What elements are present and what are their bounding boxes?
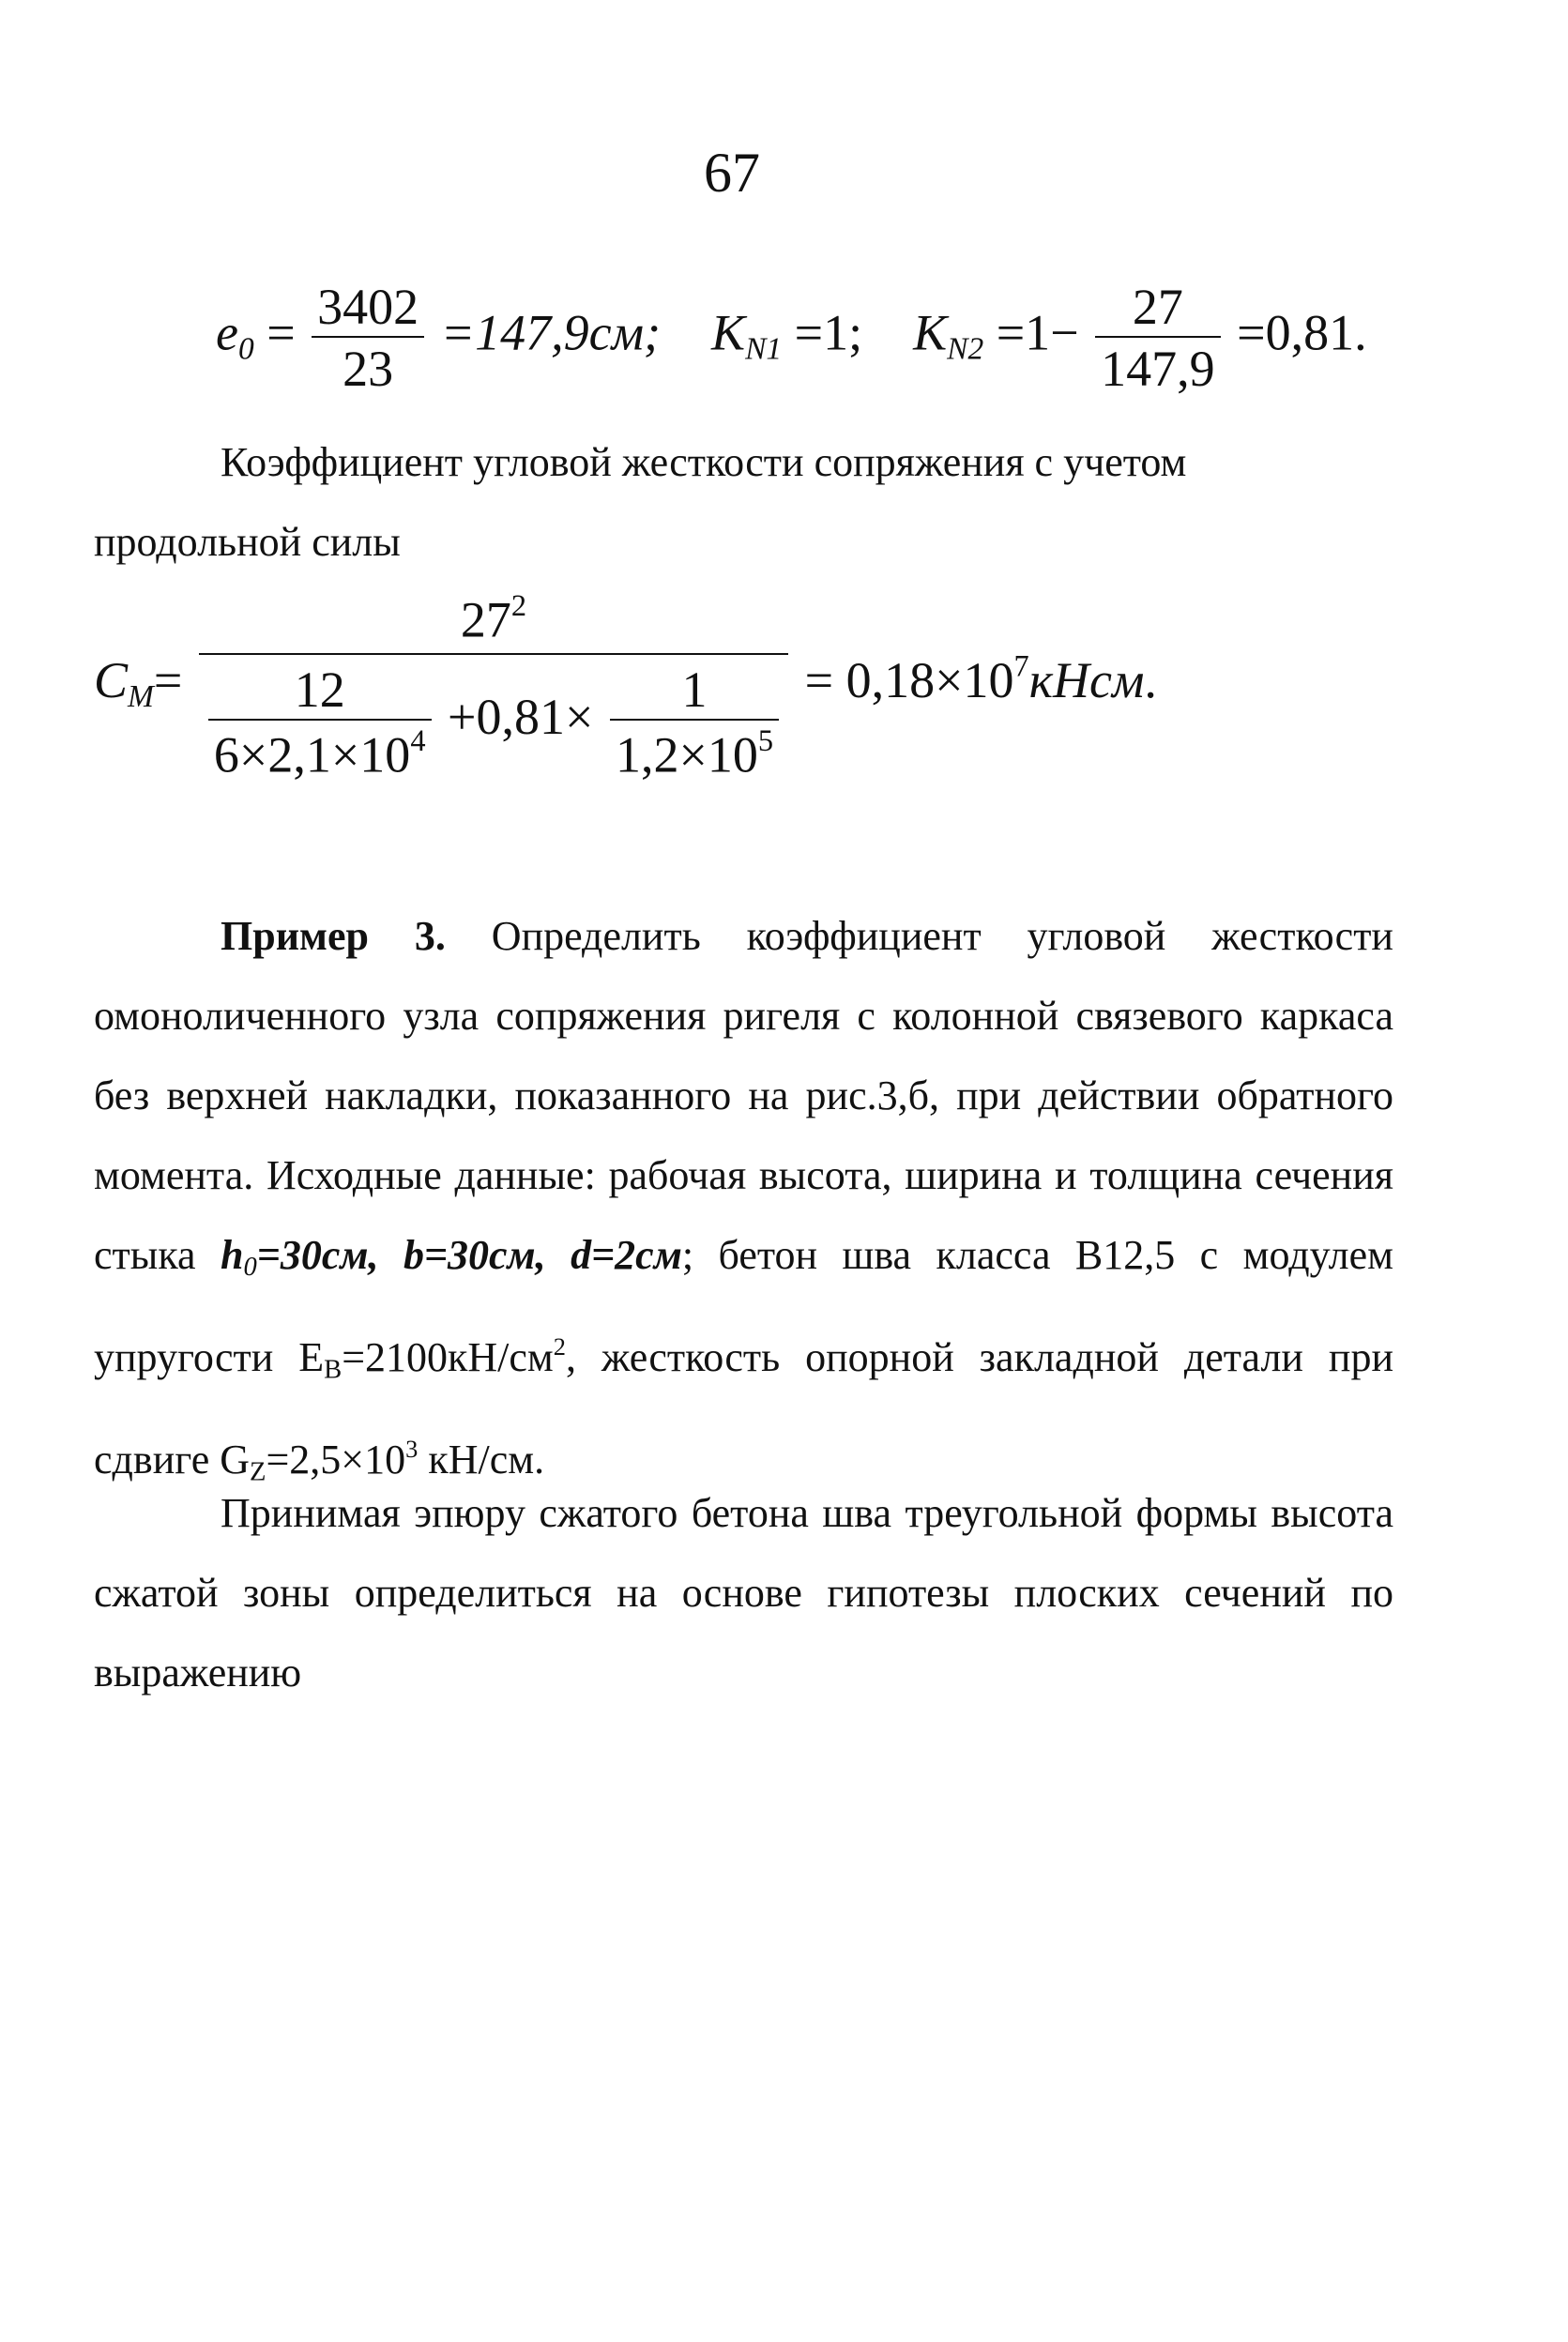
paragraph-text: кН/см. <box>418 1437 545 1483</box>
paragraph-text: =2100кН/см <box>342 1334 554 1381</box>
cm-symbol: C <box>94 652 129 709</box>
kn1-value: =1; <box>794 304 863 361</box>
gz-exponent: 3 <box>405 1435 419 1464</box>
h0-subscript: 0 <box>243 1253 257 1283</box>
cm-result-exponent: 7 <box>1013 649 1029 684</box>
cm-main-numerator <box>199 591 788 655</box>
paragraph-text: =2,5×10 <box>266 1437 406 1483</box>
paragraph-line: Коэффициент угловой жесткости сопряжения с учетом <box>221 439 1187 485</box>
eb-exponent: 2 <box>553 1332 566 1361</box>
cm-subscript: M <box>128 679 154 715</box>
gz-subscript: Z <box>250 1457 266 1487</box>
fraction-denominator: 23 <box>343 341 394 397</box>
formula-eccentricity <box>216 279 1367 397</box>
page-number: 67 <box>704 142 760 204</box>
kn2-symbol: K <box>913 304 948 361</box>
fraction-numerator: 12 <box>208 664 432 721</box>
cm-result: = 0,18×10 <box>804 652 1014 709</box>
fraction-1 <box>610 661 779 783</box>
h0-symbol: h <box>220 1232 244 1278</box>
d-value: d=2см <box>571 1232 682 1278</box>
numerator-exponent: 2 <box>510 589 527 623</box>
cm-result-end: . <box>1144 652 1157 709</box>
equals-sign: = <box>266 304 296 361</box>
fraction-numerator: 1 <box>610 664 779 721</box>
eb-subscript: B <box>324 1355 343 1385</box>
fraction-3402-23 <box>312 279 424 397</box>
cm-main-fraction <box>199 589 788 783</box>
fraction-denominator <box>610 721 779 781</box>
kn1-subscript: N1 <box>745 331 783 367</box>
fraction-numerator: 27 <box>1095 281 1221 338</box>
denominator-exponent: 5 <box>757 723 774 758</box>
cm-result-unit: кНсм <box>1028 652 1145 709</box>
paragraph-stiffness-intro <box>94 422 1393 582</box>
denominator-exponent: 4 <box>410 723 426 758</box>
denominator-base: 1,2×10 <box>615 726 758 783</box>
kn2-subscript: N2 <box>947 331 984 367</box>
e0-result: =147,9см; <box>440 304 662 361</box>
example-heading: Пример 3. <box>221 913 446 959</box>
h0-value: =30см, <box>256 1232 403 1278</box>
paragraph-example-3 <box>94 896 1393 1513</box>
plus-term: +0,81× <box>448 688 594 745</box>
e0-subscript: 0 <box>237 331 254 367</box>
formula-cm <box>94 589 1157 783</box>
paragraph-text: , жесткость опорной закладной детали при сдвиге G <box>94 1334 1393 1483</box>
fraction-denominator: 147,9 <box>1101 341 1215 397</box>
numerator-base: 27 <box>460 591 511 648</box>
cm-main-denominator <box>199 655 788 781</box>
fraction-denominator <box>208 721 432 781</box>
kn1-symbol: K <box>711 304 746 361</box>
paragraph-compressed-zone <box>94 1473 1393 1712</box>
paragraph-line: продольной силы <box>94 519 401 565</box>
paragraph-text: Принимая эпюру сжатого бетона шва треугольной формы высота сжатой зоны определиться на основе гипотезы плоских сечений по выражению <box>94 1490 1393 1696</box>
denominator-base: 6×2,1×10 <box>213 726 411 783</box>
fraction-27-1479 <box>1095 279 1221 397</box>
cm-equals: = <box>153 652 183 709</box>
e0-symbol: e <box>216 304 238 361</box>
fraction-12 <box>208 661 432 783</box>
paragraph-text: Определить коэффициент угловой жесткости омоноличенного узла сопряжения ригеля с колонной связевого каркаса без верхней накладки, показанного на рис.3,б, при действии обратного момента. Исходные данные: рабочая высота, ширина и толщина сечения стыка <box>94 913 1393 1278</box>
kn2-result: =0,81. <box>1237 304 1367 361</box>
paragraph-text: ; бетон шва класса В12,5 с модулем упругости E <box>94 1232 1393 1381</box>
b-value: b=30см, <box>403 1232 571 1278</box>
kn2-equals: =1− <box>996 304 1079 361</box>
fraction-numerator: 3402 <box>312 281 424 338</box>
